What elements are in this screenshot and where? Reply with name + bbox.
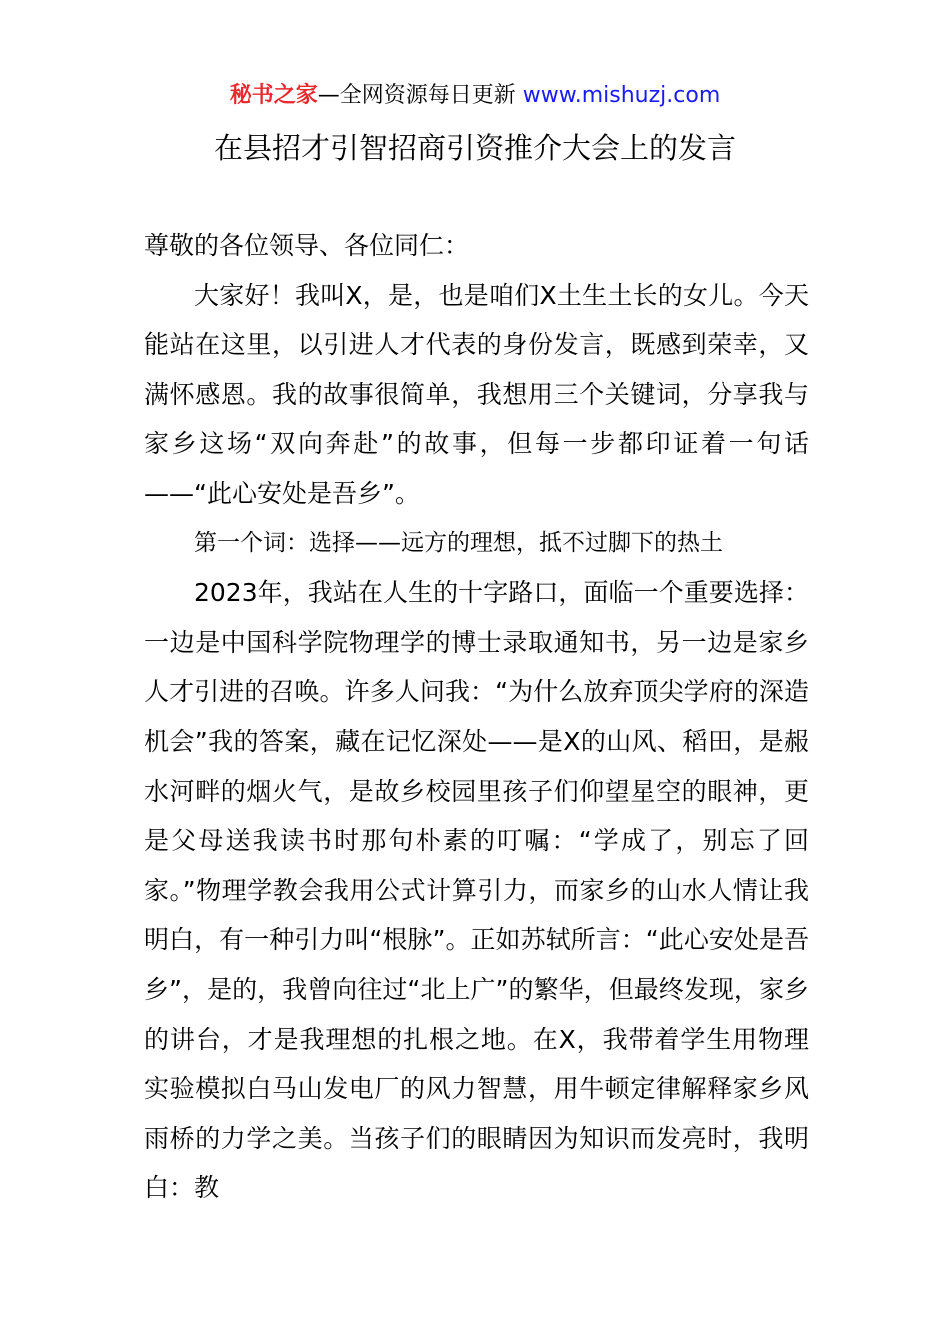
site-header [0,80,950,112]
site-tagline: —全网资源每日更新 [317,83,523,108]
document-body [144,221,809,1213]
section-heading: 第一个词：选择——远方的理想，抵不过脚下的热土 [194,529,723,556]
section-body-paragraph: 2023年，我站在人生的十字路口，面临一个重要选择：一边是中国科学院物理学的博士录取通知书，另一边是家乡人才引进的召唤。许多人问我：“为什么放弃顶尖学府的深造机会”我的答案，藏在记忆深处——是X的山风、稻田，是赧水河畔的烟火气，是故乡校园里孩子们仰望星空的眼神，更是父母送我读书时那句朴素的叮嘱：“学成了，别忘了回家。”物理学教会我用公式计算引力，而家乡的山水人情让我明白，有一种引力叫“根脉”。正如苏轼所言：“此心安处是吾乡”，是的，我曾向往过“北上广”的繁华，但最终发现，家乡的讲台，才是我理想的扎根之地。在X，我带着学生用物理实验模拟白马山发电厂的风力智慧，用牛顿定律解释家乡风雨桥的力学之美。当孩子们的眼睛因为知识而发亮时，我明白：教 [144,578,809,1203]
site-url-link[interactable]: www.mishuzj.com [522,83,721,108]
intro-paragraph: 大家好！我叫X，是，也是咱们X土生土长的女儿。今天能站在这里，以引进人才代表的身份发言，既感到荣幸，又满怀感恩。我的故事很简单，我想用三个关键词，分享我与家乡这场“双向奔赴”的故事，但每一步都印证着一句话——“此心安处是吾乡”。 [144,280,809,508]
document-title: 在县招才引智招商引资推介大会上的发言 [213,131,736,165]
greeting-paragraph: 尊敬的各位领导、各位同仁： [144,231,470,260]
site-brand: 秘书之家 [229,83,318,108]
